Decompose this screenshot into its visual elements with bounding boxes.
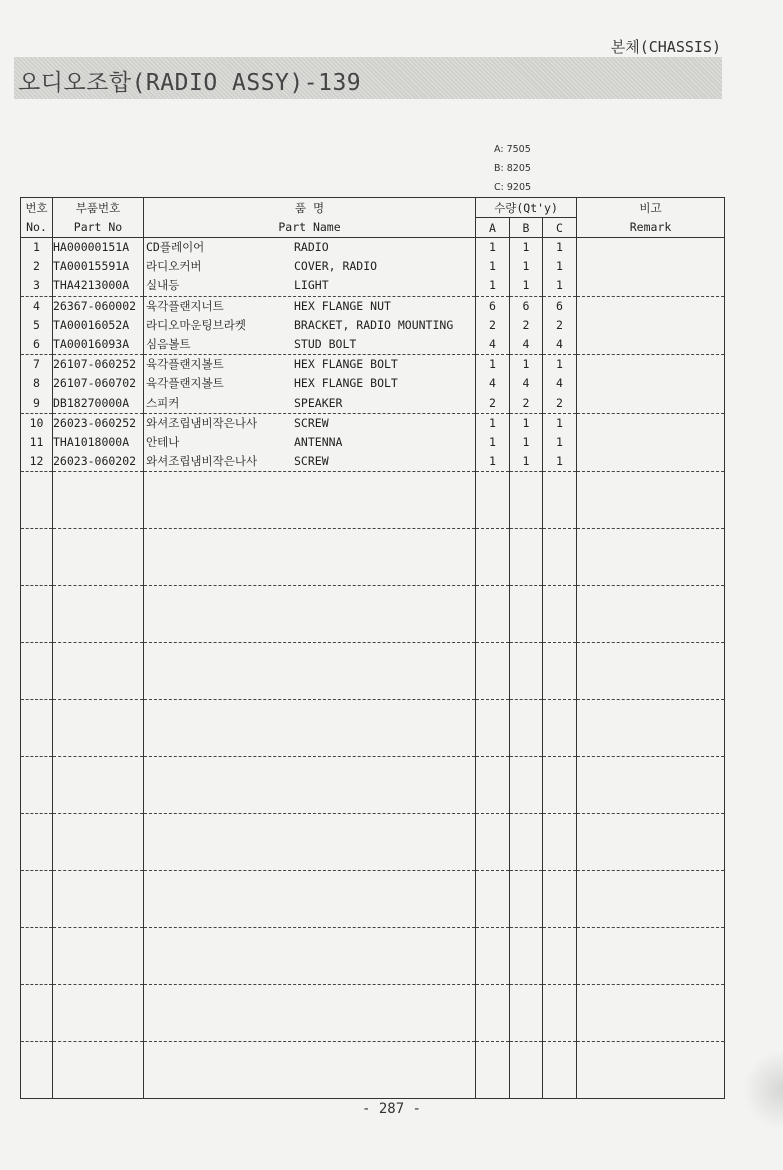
row-no: 5	[21, 316, 53, 335]
row-name-ko: 와셔조립냄비작은나사	[146, 415, 258, 430]
row-no: 9	[21, 394, 53, 414]
header-no-ko: 번호	[21, 198, 53, 218]
row-remark	[577, 257, 725, 276]
row-qty-a: 1	[476, 433, 510, 452]
row-name-en: STUD BOLT	[294, 336, 357, 351]
header-remark-en: Remark	[577, 218, 725, 238]
section-category: 본체(CHASSIS)	[610, 38, 721, 56]
row-qty-a: 1	[476, 452, 510, 472]
header-part-no-en: Part No	[53, 218, 144, 238]
row-qty-c: 1	[543, 452, 577, 472]
row-qty-a: 1	[476, 238, 510, 258]
row-qty-a: 1	[476, 257, 510, 276]
model-value: 8205	[506, 163, 531, 174]
row-qty-c: 2	[543, 316, 577, 335]
row-qty-b: 1	[510, 276, 543, 296]
table-row	[21, 238, 725, 258]
model-key: A:	[494, 144, 504, 155]
row-qty-b: 1	[510, 433, 543, 452]
row-name-en: BRACKET, RADIO MOUNTING	[294, 317, 454, 332]
row-qty-a: 6	[476, 296, 510, 316]
row-remark	[577, 238, 725, 258]
table-row	[21, 374, 725, 393]
empty-row	[21, 871, 725, 928]
row-part-name	[144, 316, 476, 335]
page-number: - 287 -	[361, 1101, 421, 1117]
row-part-no: TA00015591A	[53, 257, 144, 276]
row-no: 6	[21, 335, 53, 355]
row-qty-c: 1	[543, 413, 577, 433]
row-part-name	[144, 433, 476, 452]
row-qty-c: 1	[543, 257, 577, 276]
row-qty-c: 4	[543, 374, 577, 393]
header-remark-ko: 비고	[577, 198, 725, 218]
row-name-en: SCREW	[294, 415, 329, 430]
row-no: 1	[21, 238, 53, 258]
table-row	[21, 296, 725, 316]
row-part-name	[144, 296, 476, 316]
row-qty-c: 2	[543, 394, 577, 414]
empty-row	[21, 928, 725, 985]
row-no: 3	[21, 276, 53, 296]
empty-row	[21, 757, 725, 814]
empty-row	[21, 529, 725, 586]
page-title: 오디오조합(RADIO ASSY)-139	[18, 70, 362, 96]
table-row	[21, 433, 725, 452]
row-name-ko: 육각플랜지너트	[146, 298, 224, 313]
empty-row	[21, 1042, 725, 1099]
row-part-no: TA00016093A	[53, 335, 144, 355]
row-remark	[577, 316, 725, 335]
row-part-no: TA00016052A	[53, 316, 144, 335]
row-qty-a: 2	[476, 394, 510, 414]
row-qty-b: 1	[510, 355, 543, 375]
row-no: 10	[21, 413, 53, 433]
row-name-ko: 라디오마운팅브라켓	[146, 317, 246, 332]
row-part-no: THA4213000A	[53, 276, 144, 296]
row-name-ko: 안테나	[146, 434, 180, 449]
header-quantity: 수량(Qt'y)	[476, 198, 577, 218]
row-name-ko: 라디오커버	[146, 259, 202, 274]
empty-row	[21, 472, 725, 529]
row-remark	[577, 452, 725, 472]
header-part-no-ko: 부품번호	[53, 198, 144, 218]
row-part-name	[144, 355, 476, 375]
table-row	[21, 394, 725, 414]
row-part-name	[144, 257, 476, 276]
row-qty-a: 1	[476, 276, 510, 296]
row-qty-b: 1	[510, 257, 543, 276]
row-part-no: 26107-060252	[53, 355, 144, 375]
row-no: 11	[21, 433, 53, 452]
row-part-name	[144, 335, 476, 355]
row-qty-b: 2	[510, 394, 543, 414]
table-row	[21, 413, 725, 433]
row-part-name	[144, 413, 476, 433]
header-no-en: No.	[21, 218, 53, 238]
header-part-name-ko: 품 명	[144, 198, 476, 218]
row-remark	[577, 355, 725, 375]
row-qty-a: 1	[476, 355, 510, 375]
table-row	[21, 335, 725, 355]
scan-smudge	[743, 1050, 783, 1130]
parts-table	[20, 197, 725, 1099]
header-part-name-en: Part Name	[144, 218, 476, 238]
row-name-en: COVER, RADIO	[294, 259, 378, 274]
row-qty-c: 1	[543, 355, 577, 375]
empty-row	[21, 985, 725, 1042]
row-qty-a: 4	[476, 335, 510, 355]
row-name-ko: CD플레이어	[146, 240, 205, 254]
row-name-en: LIGHT	[294, 278, 329, 293]
row-no: 12	[21, 452, 53, 472]
model-value: 9205	[506, 182, 532, 193]
row-qty-b: 1	[510, 452, 543, 472]
row-name-ko: 스피커	[146, 395, 180, 410]
row-qty-b: 4	[510, 374, 543, 393]
row-name-ko: 심음볼트	[146, 336, 191, 351]
row-qty-c: 1	[543, 238, 577, 258]
row-part-no: 26367-060002	[53, 296, 144, 316]
row-part-name	[144, 238, 476, 258]
row-part-name	[144, 452, 476, 472]
row-qty-b: 1	[510, 413, 543, 433]
row-no: 7	[21, 355, 53, 375]
row-name-en: SCREW	[294, 454, 329, 469]
row-name-ko: 육각플랜지볼트	[146, 376, 224, 391]
table-row	[21, 452, 725, 472]
empty-row	[21, 814, 725, 871]
row-part-no: HA00000151A	[53, 238, 144, 258]
table-row	[21, 257, 725, 276]
model-code-b	[494, 163, 531, 174]
header-qty-c: C	[543, 218, 577, 238]
table-row	[21, 276, 725, 296]
row-remark	[577, 374, 725, 393]
row-remark	[577, 276, 725, 296]
row-part-no: 26107-060702	[53, 374, 144, 393]
row-qty-c: 1	[543, 276, 577, 296]
row-name-en: SPEAKER	[294, 395, 343, 410]
model-code-a	[494, 144, 531, 155]
empty-row	[21, 643, 725, 700]
model-key: C:	[494, 182, 504, 193]
row-name-en: HEX FLANGE BOLT	[294, 376, 398, 391]
row-qty-a: 2	[476, 316, 510, 335]
row-name-ko: 육각플랜지볼트	[146, 357, 224, 372]
empty-row	[21, 700, 725, 757]
table-row	[21, 355, 725, 375]
empty-row	[21, 586, 725, 643]
row-remark	[577, 433, 725, 452]
row-name-ko: 실내등	[146, 278, 180, 293]
row-remark	[577, 335, 725, 355]
table-row	[21, 316, 725, 335]
row-part-no: THA1018000A	[53, 433, 144, 452]
row-remark	[577, 296, 725, 316]
model-value: 7505	[506, 144, 531, 155]
row-no: 2	[21, 257, 53, 276]
row-qty-a: 4	[476, 374, 510, 393]
header-qty-a: A	[476, 218, 510, 238]
model-key: B:	[494, 163, 504, 174]
row-name-en: ANTENNA	[294, 434, 343, 449]
row-qty-b: 4	[510, 335, 543, 355]
row-no: 4	[21, 296, 53, 316]
row-part-name	[144, 374, 476, 393]
row-name-en: HEX FLANGE BOLT	[294, 357, 398, 372]
row-part-no: 26023-060202	[53, 452, 144, 472]
row-qty-c: 6	[543, 296, 577, 316]
header-qty-b: B	[510, 218, 543, 238]
row-part-no: 26023-060252	[53, 413, 144, 433]
row-no: 8	[21, 374, 53, 393]
row-name-ko: 와셔조립냄비작은나사	[146, 454, 258, 469]
row-qty-b: 2	[510, 316, 543, 335]
model-code-c	[494, 182, 531, 193]
row-qty-a: 1	[476, 413, 510, 433]
row-qty-b: 6	[510, 296, 543, 316]
row-qty-c: 1	[543, 433, 577, 452]
row-remark	[577, 413, 725, 433]
row-part-name	[144, 394, 476, 414]
row-part-name	[144, 276, 476, 296]
row-qty-c: 4	[543, 335, 577, 355]
row-part-no: DB18270000A	[53, 394, 144, 414]
row-name-en: RADIO	[294, 240, 329, 254]
row-remark	[577, 394, 725, 414]
row-name-en: HEX FLANGE NUT	[294, 298, 391, 313]
row-qty-b: 1	[510, 238, 543, 258]
